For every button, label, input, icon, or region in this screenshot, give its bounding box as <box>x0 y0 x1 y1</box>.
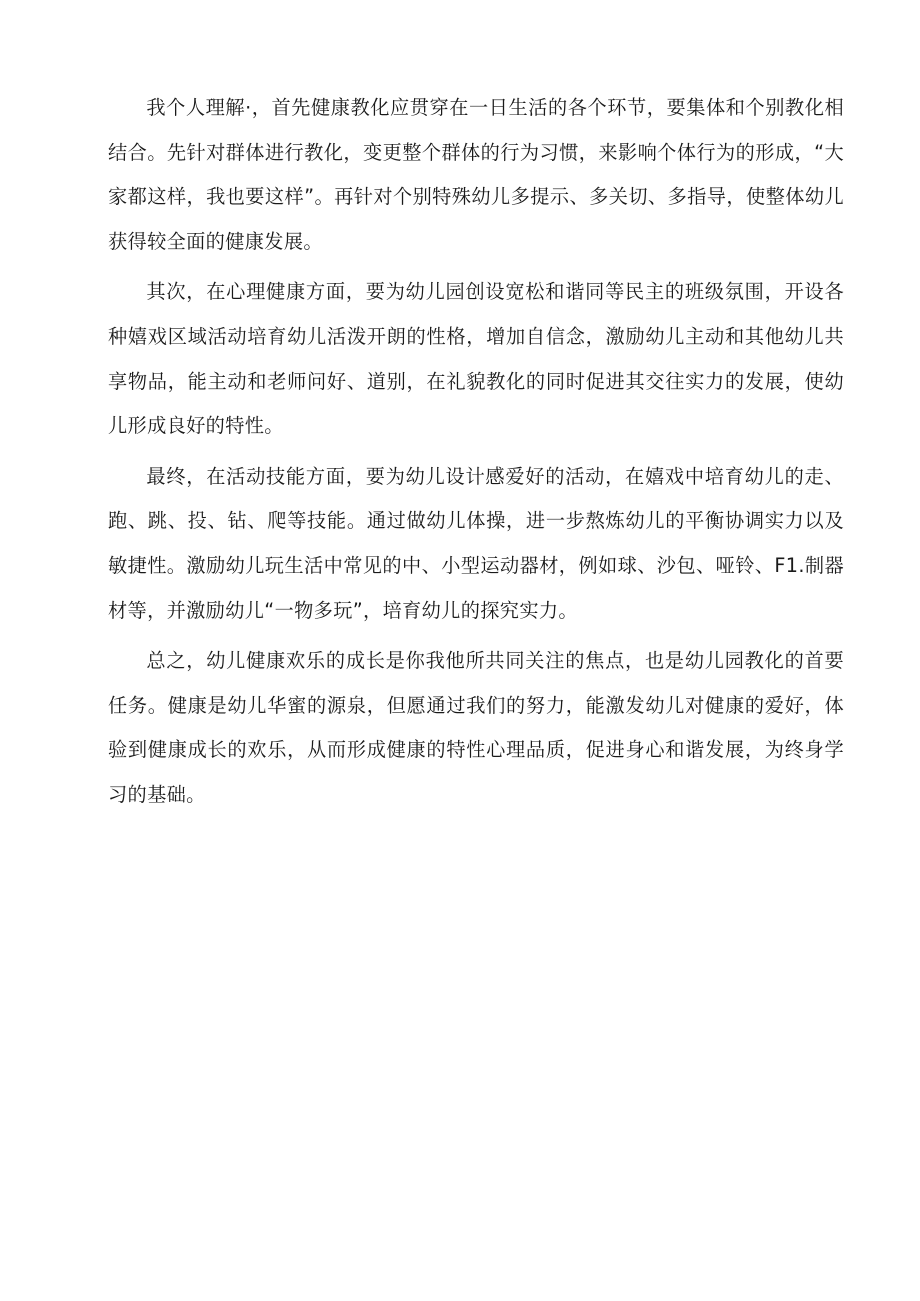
document-body <box>108 86 844 824</box>
paragraph-4: 总之，幼儿健康欢乐的成长是你我他所共同关注的焦点，也是幼儿园教化的首要任务。健康是幼儿华蜜的源泉，但愿通过我们的努力，能激发幼儿对健康的爱好，体验到健康成长的欢乐，从而形成健康的特性心理品质，促进身心和谐发展，为终身学习的基础。 <box>108 649 844 806</box>
paragraph-1: 我个人理解·，首先健康教化应贯穿在一日生活的各个环节，要集体和个别教化相结合。先针对群体进行教化，变更整个群体的行为习惯，来影响个体行为的形成，“大家都这样，我也要这样”。再针对个别特殊幼儿多提示、多关切、多指导，使整体幼儿获得较全面的健康发展。 <box>108 96 844 253</box>
paragraph-2: 其次，在心理健康方面，要为幼儿园创设宽松和谐同等民主的班级氛围，开设各种嬉戏区域活动培育幼儿活泼开朗的性格，增加自信念，激励幼儿主动和其他幼儿共享物品，能主动和老师问好、道别，在礼貌教化的同时促进其交往实力的发展，使幼儿形成良好的特性。 <box>108 280 844 438</box>
paragraph-3: 最终，在活动技能方面，要为幼儿设计感爱好的活动，在嬉戏中培育幼儿的走、跑、跳、投、钻、爬等技能。通过做幼儿体操，进一步熬炼幼儿的平衡协调实力以及敏捷性。激励幼儿玩生活中常见的中、小型运动器材，例如球、沙包、哑铃、F1.制器材等，并激励幼儿“一物多玩”，培育幼儿的探究实力。 <box>108 464 844 622</box>
